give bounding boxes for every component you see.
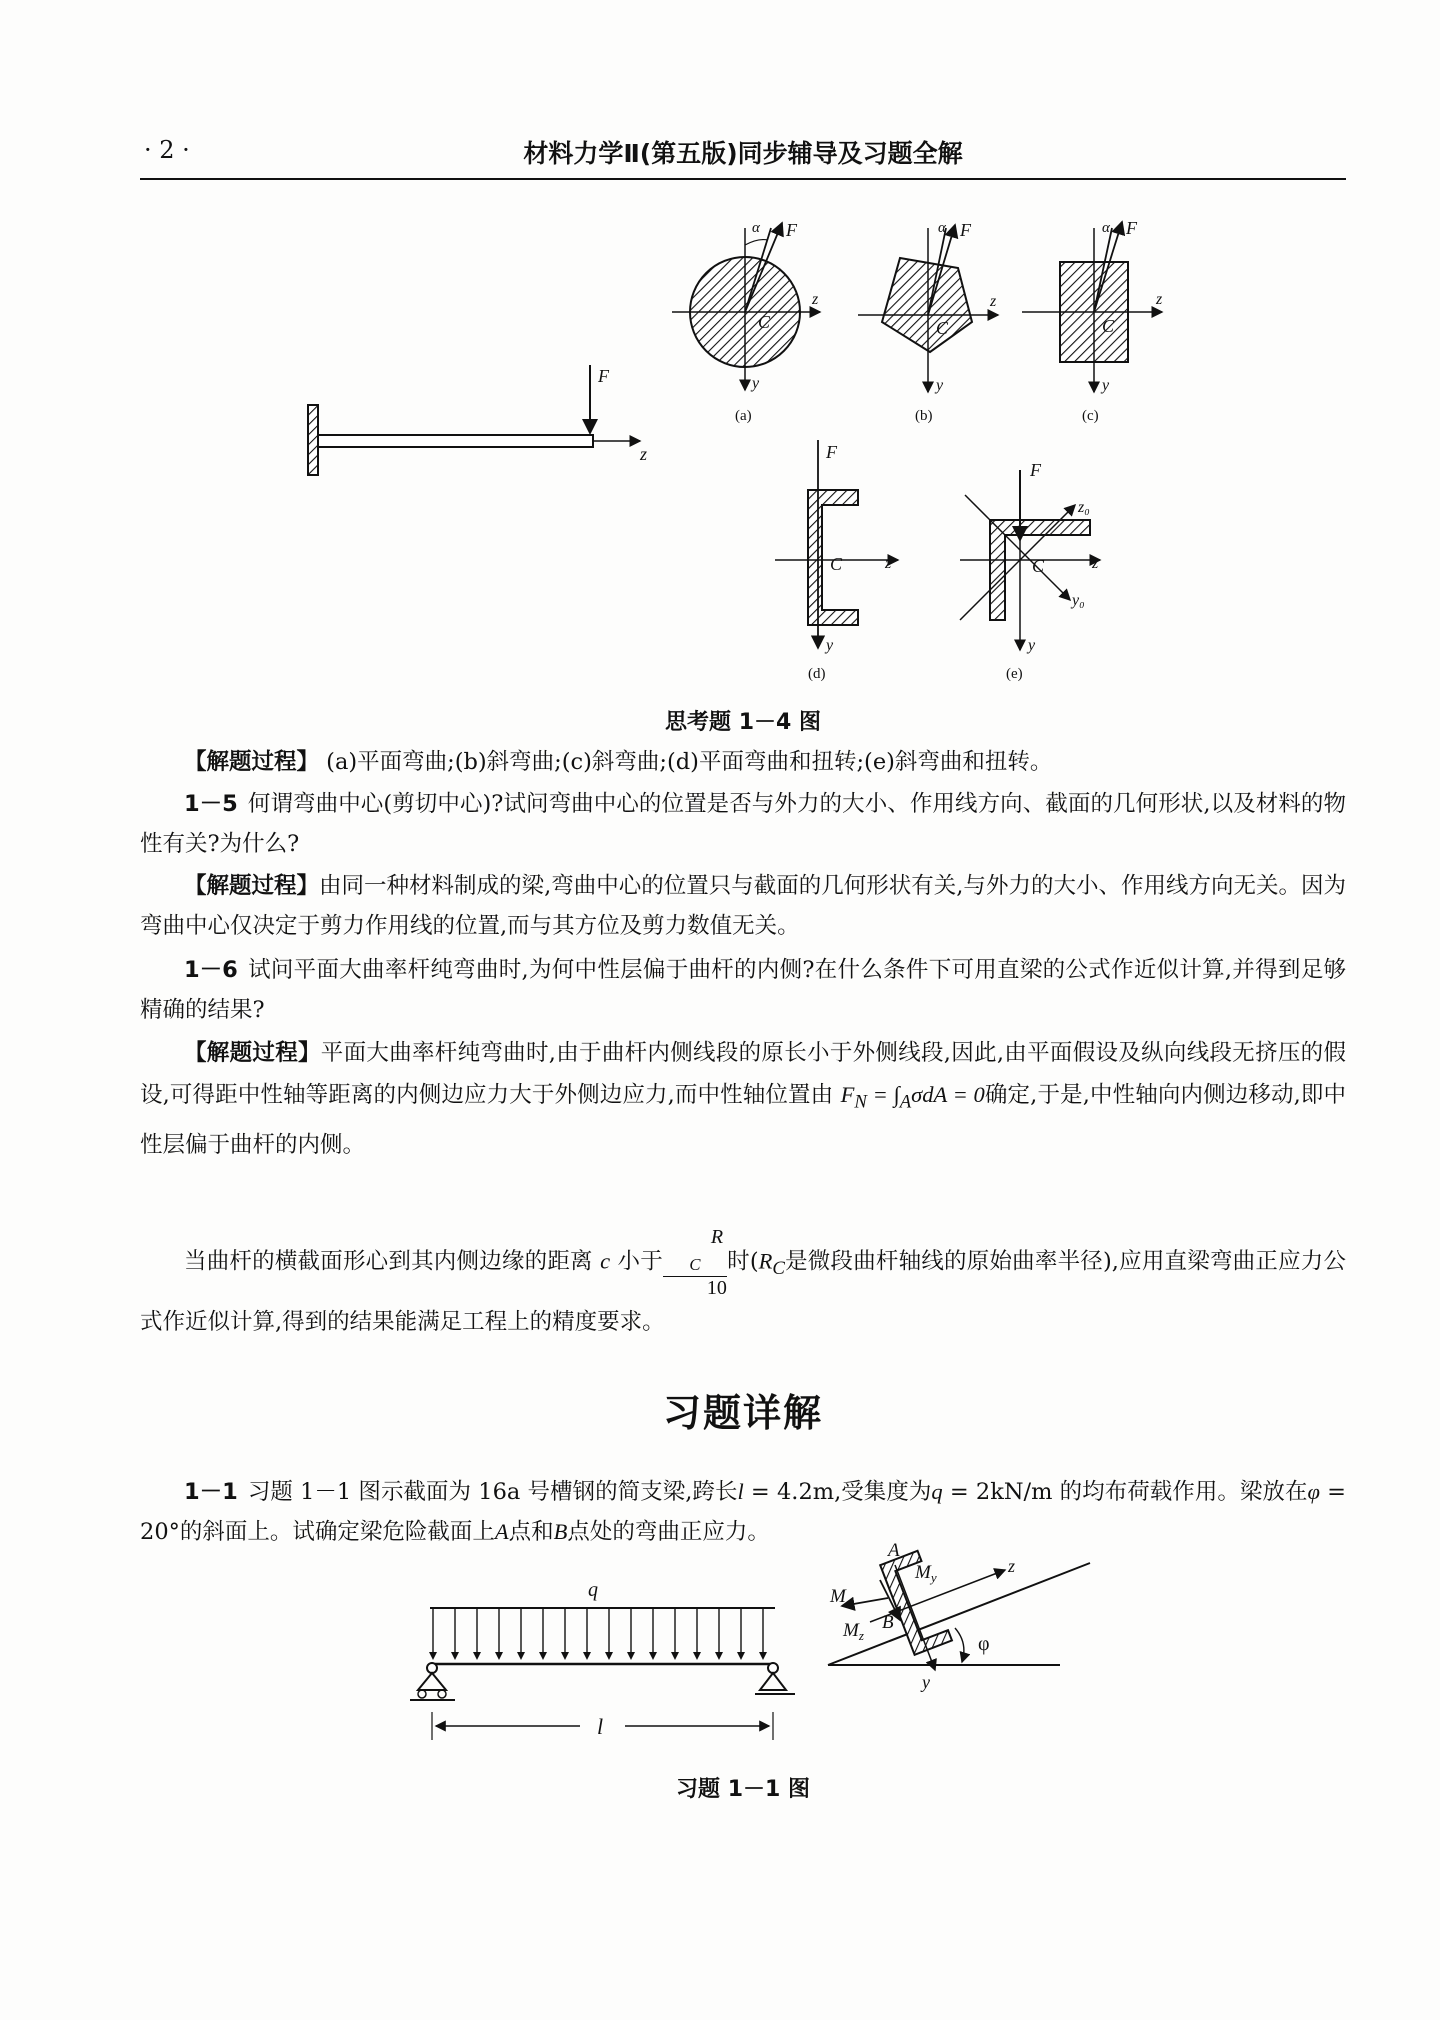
cantilever-z-label: z xyxy=(640,444,648,464)
q1-6-solution: 【解题过程】平面大曲率杆纯弯曲时,由于曲杆内侧线段的原长小于外侧线段,因此,由平面假设及纵向线段无挤压的假设,可得距中性轴等距离的内侧边应力大于外侧边应力,而中性轴位置由 $F_N = \int_A\sigma dA = 0$确定,于是,中性轴向内侧边移动,即中性层偏于曲杆的内侧。 xyxy=(140,1040,1346,1158)
svg-text:z: z xyxy=(812,291,819,308)
rc-over-10-fraction: R $_C$ 10 xyxy=(663,1226,727,1299)
svg-text:My: $M_y$ xyxy=(915,1562,937,1585)
q1-6-question: 1－6 试问平面大曲率杆纯弯曲时,为何中性层偏于曲杆的内侧?在什么条件下可用直梁的公式作近似计算,并得到足够精确的结果? xyxy=(140,957,1346,1023)
svg-text:C: C xyxy=(1032,556,1045,576)
svg-text:M: M xyxy=(830,1586,846,1607)
label-d: (d) xyxy=(808,666,826,682)
svg-text:y: y xyxy=(826,637,834,654)
cantilever-F-label: F xyxy=(598,366,609,386)
svg-text:B: B xyxy=(882,1612,894,1633)
q1-5-solution: 【解题过程】由同一种材料制成的梁,弯曲中心的位置只与截面的几何形状有关,与外力的大小、作用线方向无关。因为弯曲中心仅决定于剪力作用线的位置,而与其方位及剪力数值无关。 xyxy=(140,873,1346,939)
q1-4-solution: 【解题过程】 (a)平面弯曲;(b)斜弯曲;(c)斜弯曲;(d)平面弯曲和扭转;(e)斜弯曲和扭转。 xyxy=(184,749,1053,775)
simply-supported-beam xyxy=(410,1579,795,1740)
figure-1-4-caption: 思考题 1－4 图 xyxy=(665,710,821,735)
svg-text:y₀: y₀ xyxy=(1072,592,1085,609)
svg-text:A: A xyxy=(888,1540,900,1561)
svg-text:α: α xyxy=(1102,220,1110,236)
svg-text:z: z xyxy=(990,293,997,310)
svg-text:q: q xyxy=(588,1579,598,1601)
svg-text:C: C xyxy=(936,318,949,338)
neutral-axis-formula: $F_N = \int_A\sigma dA = 0$ xyxy=(840,1082,985,1113)
section-title: 习题详解 xyxy=(662,1391,823,1435)
svg-text:z: z xyxy=(1008,1556,1016,1576)
q1-5-question: 1－5 何谓弯曲中心(剪切中心)?试问弯曲中心的位置是否与外力的大小、作用线方向、截面的几何形状,以及材料的物性有关?为什么? xyxy=(140,791,1346,857)
svg-text:α: α xyxy=(752,220,760,236)
svg-text:F: F xyxy=(1030,460,1041,480)
label-a: (a) xyxy=(735,408,752,424)
figure-1-1-caption: 习题 1－1 图 xyxy=(676,1777,810,1802)
svg-text:F: F xyxy=(1126,218,1137,238)
svg-text:z: z xyxy=(1092,555,1099,572)
svg-text:l: l xyxy=(597,1714,604,1739)
svg-text:y: y xyxy=(936,377,944,394)
svg-text:C: C xyxy=(758,312,771,332)
svg-text:z₀: z₀ xyxy=(1078,499,1090,516)
page-number: · 2 · xyxy=(144,136,190,164)
running-title: 材料力学Ⅱ(第五版)同步辅导及习题全解 xyxy=(523,139,963,168)
svg-text:z: z xyxy=(1156,291,1163,308)
svg-text:y: y xyxy=(1102,377,1110,394)
svg-text:F: F xyxy=(826,442,837,462)
svg-text:z: z xyxy=(885,555,892,572)
svg-text:F: F xyxy=(786,220,797,240)
svg-text:α: α xyxy=(938,220,946,236)
svg-text:y: y xyxy=(922,1672,930,1692)
svg-text:φ: φ xyxy=(978,1633,990,1655)
inclined-section xyxy=(828,1540,1090,1692)
svg-text:C: C xyxy=(830,554,843,574)
svg-text:y: y xyxy=(752,375,760,392)
label-b: (b) xyxy=(915,408,933,424)
svg-text:F: F xyxy=(960,220,971,240)
q1-6-condition: 当曲杆的横截面形心到其内侧边缘的距离 c 小于 R $_C$ 10 时($R_C$是微段曲杆轴线的原始曲率半径),应用直梁弯曲正应力公式作近似计算,得到的结果能满足工程上的精度要求。 xyxy=(140,1226,1347,1335)
label-e: (e) xyxy=(1006,666,1023,682)
problem-1-1: 1－1 习题 1－1 图示截面为 16a 号槽钢的简支梁,跨长l = 4.2m,受集度为q = 2kN/m 的均布荷载作用。梁放在φ = 20°的斜面上。试确定梁危险截面上A点和B点处的弯曲正应力。 xyxy=(140,1479,1346,1545)
svg-text:Mz: $M_z$ xyxy=(843,1620,864,1643)
label-c: (c) xyxy=(1082,408,1099,424)
svg-text:y: y xyxy=(1028,637,1036,654)
svg-text:C: C xyxy=(1102,316,1115,336)
